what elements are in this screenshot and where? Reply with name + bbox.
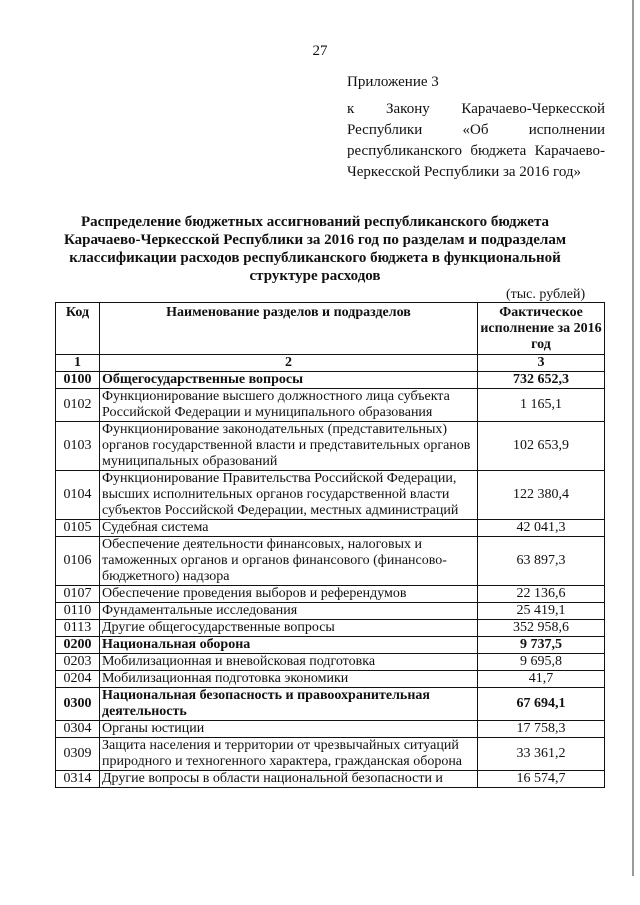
row-name: Национальная безопасность и правоохранительная деятельность [100,688,478,721]
appendix-ref-line: Черкесской Республики за 2016 год» [347,164,582,180]
document-title [40,213,590,285]
table-row [56,537,605,586]
header-value: Фактическое исполнение за 2016 год [478,303,605,355]
row-value: 122 380,4 [478,471,605,520]
row-code: 0105 [56,520,100,537]
page-number: 27 [312,43,328,59]
row-code: 0309 [56,738,100,771]
row-value: 25 419,1 [478,603,605,620]
row-name: Обеспечение проведения выборов и референдумов [100,586,478,603]
row-code: 0113 [56,620,100,637]
row-value: 9 737,5 [478,637,605,654]
row-value: 352 958,6 [478,620,605,637]
row-name: Национальная оборона [100,637,478,654]
row-name: Фундаментальные исследования [100,603,478,620]
row-code: 0300 [56,688,100,721]
row-name: Другие вопросы в области национальной безопасности и [100,771,478,788]
row-name: Органы юстиции [100,721,478,738]
table-row [56,654,605,671]
unit-note: (тыс. рублей) [506,287,586,302]
row-name: Мобилизационная подготовка экономики [100,671,478,688]
column-index-row [56,355,605,372]
row-code: 0200 [56,637,100,654]
row-value: 9 695,8 [478,654,605,671]
table-row [56,422,605,471]
table-header-row [56,303,605,355]
row-value: 33 361,2 [478,738,605,771]
row-name: Функционирование высшего должностного лица субъекта Российской Федерации и муниципального образования [100,389,478,422]
row-name: Мобилизационная и вневойсковая подготовка [100,654,478,671]
header-code: Код [56,303,100,355]
appendix-ref-line: республиканского бюджета Карачаево- [347,143,605,159]
row-name: Обеспечение деятельности финансовых, налоговых и таможенных органов и органов финансового (финансово-бюджетного) надзора [100,537,478,586]
row-code: 0102 [56,389,100,422]
column-index: 2 [100,355,478,372]
row-value: 67 694,1 [478,688,605,721]
page-bottom-cut [0,876,640,905]
table-row [56,372,605,389]
appendix-title: Приложение 3 [347,74,439,90]
table-row [56,586,605,603]
row-code: 0100 [56,372,100,389]
row-code: 0107 [56,586,100,603]
row-name: Защита населения и территории от чрезвычайных ситуаций природного и техногенного характера, гражданская оборона [100,738,478,771]
row-code: 0104 [56,471,100,520]
row-name: Функционирование законодательных (представительных) органов государственной власти и представительных органов муниципальных образований [100,422,478,471]
document-title-line: структуре расходов [249,268,381,284]
table-row [56,671,605,688]
row-code: 0103 [56,422,100,471]
table-row [56,620,605,637]
scan-edge-line [632,0,634,905]
row-value: 102 653,9 [478,422,605,471]
header-name: Наименование разделов и подразделов [100,303,478,355]
row-value: 63 897,3 [478,537,605,586]
table-body [56,355,605,788]
table-row [56,738,605,771]
row-value: 42 041,3 [478,520,605,537]
row-value: 17 758,3 [478,721,605,738]
row-name: Судебная система [100,520,478,537]
row-code: 0204 [56,671,100,688]
row-name: Функционирование Правительства Российской Федерации, высших исполнительных органов государственной власти субъектов Российской Федерации, местных администраций [100,471,478,520]
column-index: 3 [478,355,605,372]
table-row [56,771,605,788]
row-code: 0314 [56,771,100,788]
appendix-reference [347,99,605,183]
row-value: 16 574,7 [478,771,605,788]
table-row [56,389,605,422]
row-value: 732 652,3 [478,372,605,389]
row-value: 22 136,6 [478,586,605,603]
table-row [56,637,605,654]
document-title-line: Распределение бюджетных ассигнований республиканского бюджета [81,214,549,230]
table-row [56,603,605,620]
row-value: 41,7 [478,671,605,688]
row-name: Другие общегосударственные вопросы [100,620,478,637]
row-code: 0106 [56,537,100,586]
row-name: Общегосударственные вопросы [100,372,478,389]
appendix-ref-line: Республики «Об исполнении [347,122,605,138]
column-index: 1 [56,355,100,372]
document-title-line: Карачаево-Черкесской Республики за 2016 год по разделам и подразделам [63,232,567,248]
table-row [56,471,605,520]
row-value: 1 165,1 [478,389,605,422]
table-row [56,721,605,738]
table-row [56,688,605,721]
row-code: 0304 [56,721,100,738]
table-row [56,520,605,537]
budget-table [55,302,605,788]
appendix-ref-line: к Закону Карачаево-Черкесской [347,101,605,117]
row-code: 0203 [56,654,100,671]
row-code: 0110 [56,603,100,620]
document-title-line: классификации расходов республиканского бюджета в функциональной [69,250,561,266]
